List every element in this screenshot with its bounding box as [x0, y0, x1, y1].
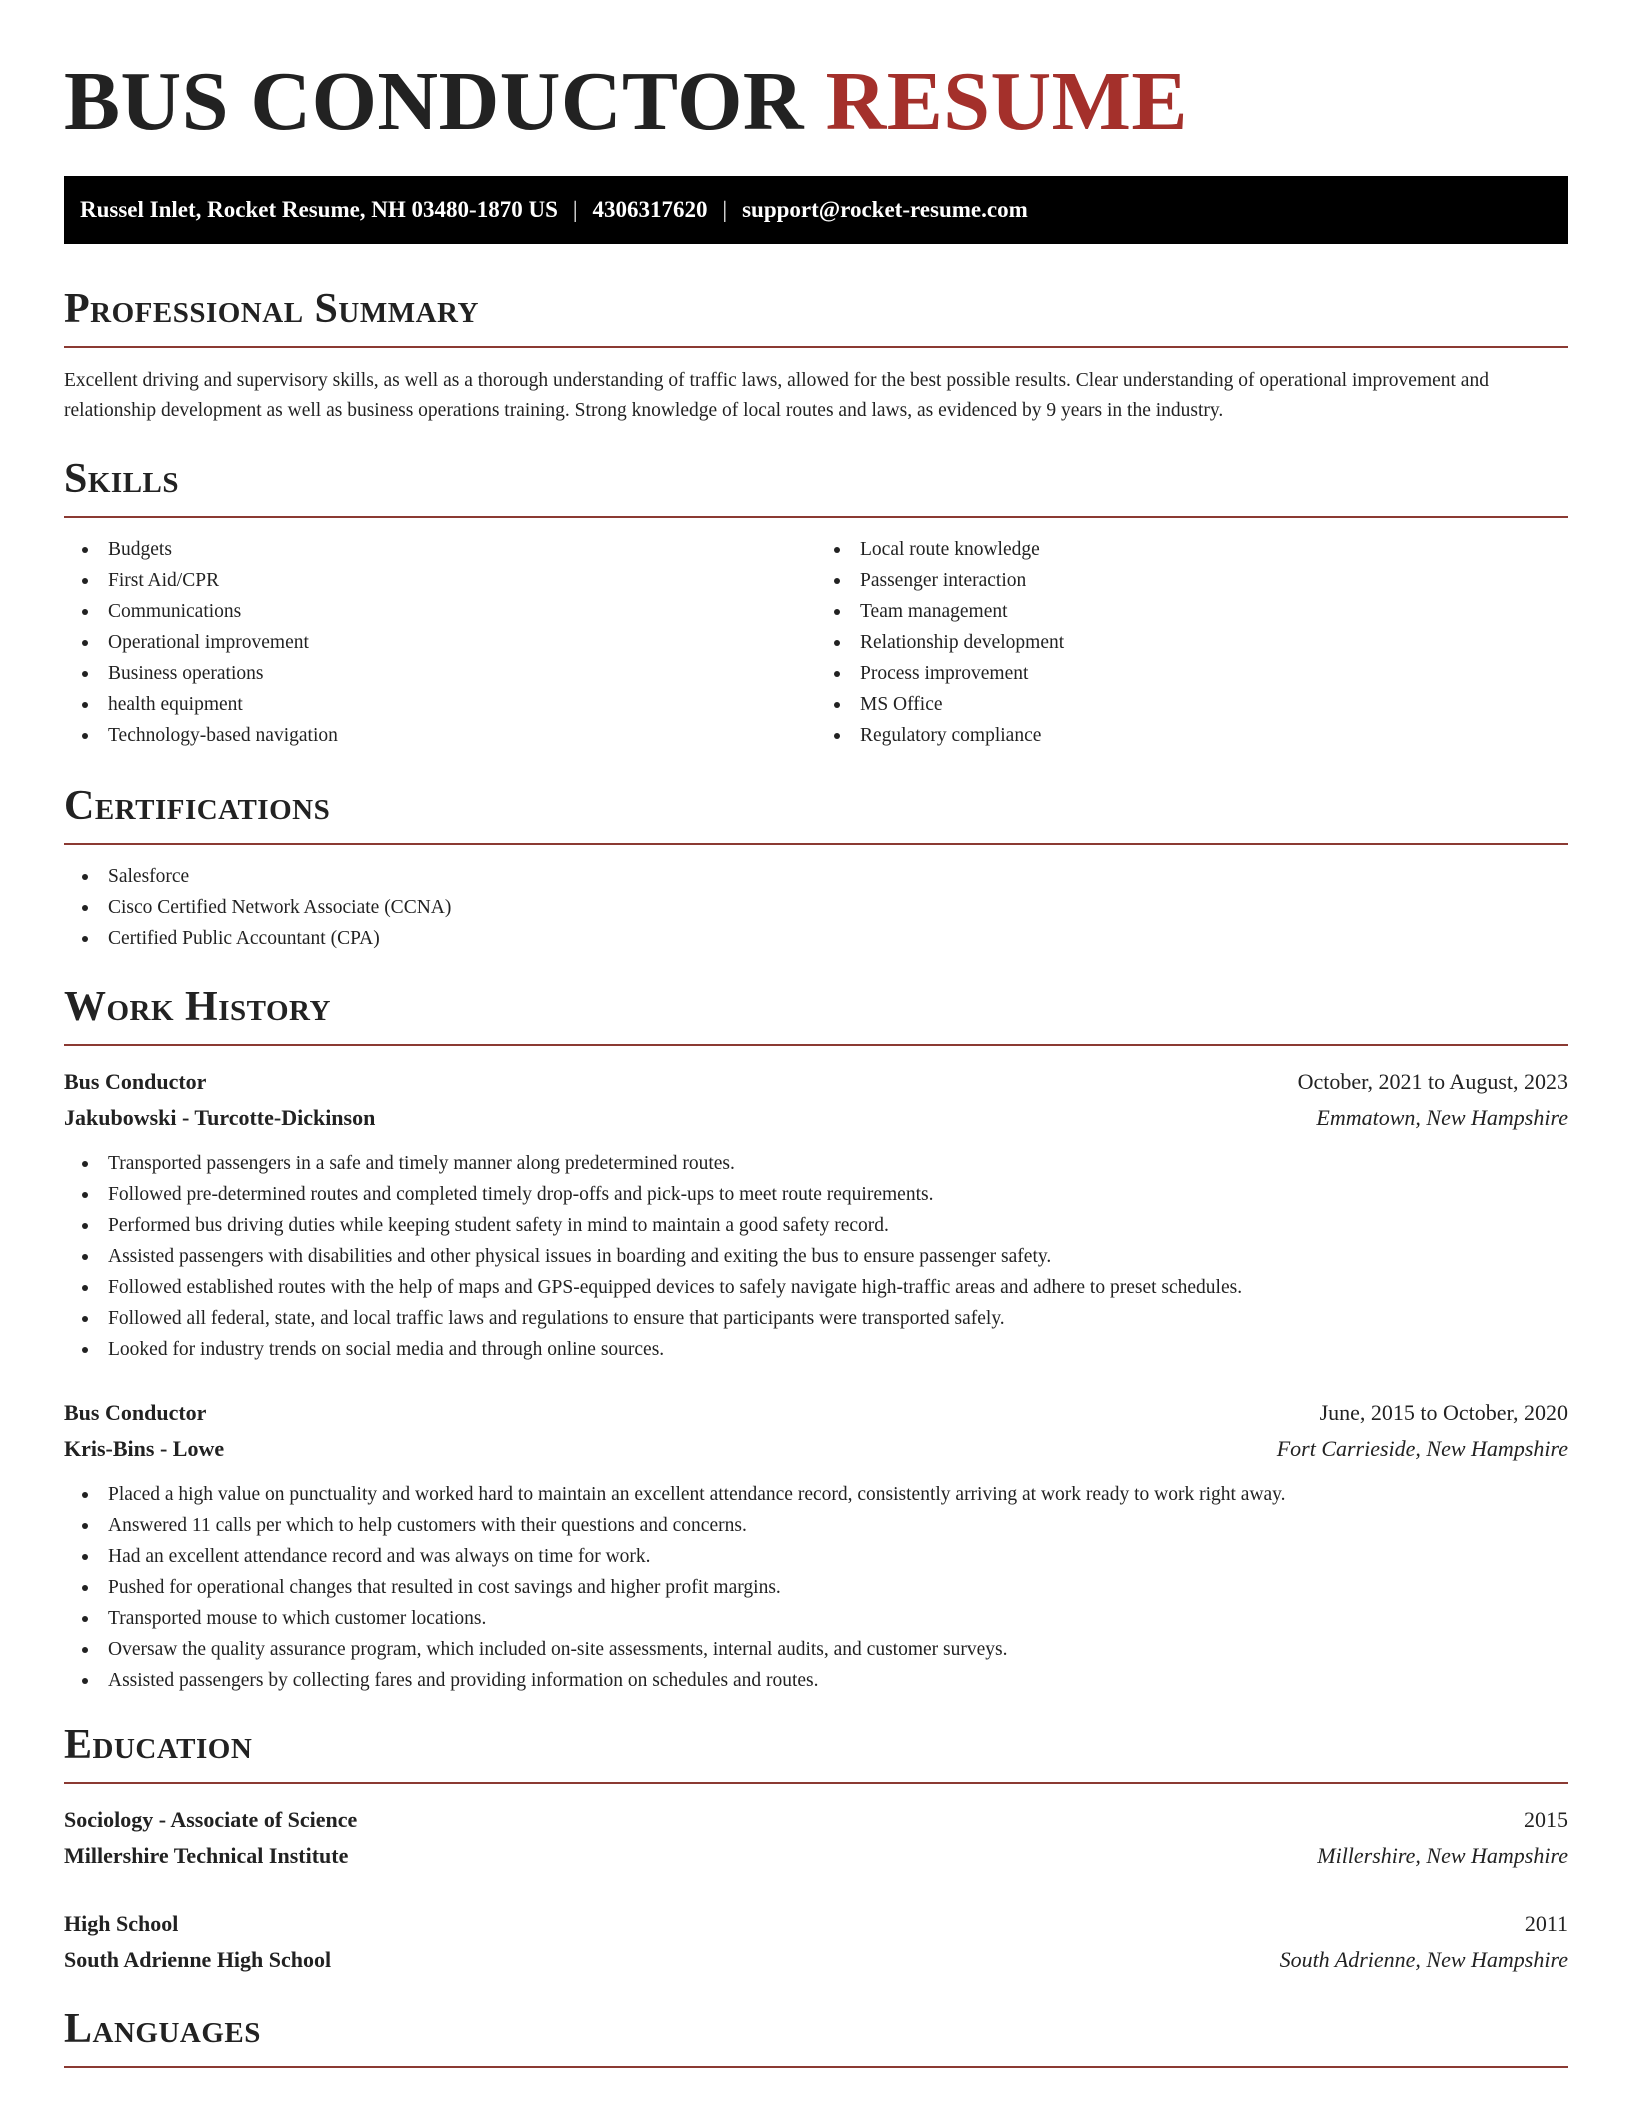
job-duties	[64, 1148, 1568, 1365]
job-location: Emmatown, New Hampshire	[1316, 1105, 1568, 1130]
skill-item: health equipment	[64, 689, 816, 720]
job-entry	[64, 1064, 1568, 1365]
job-duty: Performed bus driving duties while keeping student safety in mind to maintain a good safety record.	[64, 1210, 1568, 1241]
languages-section	[64, 2004, 1568, 2068]
job-location: Fort Carrieside, New Hampshire	[1276, 1436, 1568, 1461]
work-history-section	[64, 982, 1568, 1696]
job-title: Bus Conductor	[64, 1069, 207, 1094]
job-title: Bus Conductor	[64, 1400, 207, 1425]
work-history-heading: Work History	[64, 984, 331, 1030]
job-duty: Followed established routes with the help of maps and GPS-equipped devices to safely navigate high-traffic areas and adhere to preset schedules.	[64, 1272, 1568, 1303]
section-divider	[64, 346, 1568, 348]
education-section	[64, 1720, 1568, 1978]
skills-section	[64, 454, 1568, 751]
job-company: Jakubowski - Turcotte-Dickinson	[64, 1105, 376, 1130]
skills-list-right	[816, 534, 1568, 751]
skill-item: Relationship development	[816, 627, 1568, 658]
job-header-row	[64, 1064, 1568, 1100]
job-duty: Answered 11 calls per which to help customers with their questions and concerns.	[64, 1510, 1568, 1541]
contact-phone[interactable]: 4306317620	[592, 197, 708, 222]
education-school: South Adrienne High School	[64, 1947, 332, 1972]
job-company-row	[64, 1431, 1568, 1467]
job-entry	[64, 1395, 1568, 1696]
job-duty: Assisted passengers with disabilities and other physical issues in boarding and exiting the bus to ensure passenger safety.	[64, 1241, 1568, 1272]
skill-item: Operational improvement	[64, 627, 816, 658]
job-duty: Transported mouse to which customer locations.	[64, 1603, 1568, 1634]
education-degree: High School	[64, 1911, 179, 1936]
education-entry	[64, 1802, 1568, 1874]
skill-item: Technology-based navigation	[64, 720, 816, 751]
job-duty: Followed all federal, state, and local traffic laws and regulations to ensure that participants were transported safely.	[64, 1303, 1568, 1334]
contact-email[interactable]: support@rocket-resume.com	[742, 197, 1028, 222]
education-school-row	[64, 1838, 1568, 1874]
title-accent: RESUME	[825, 55, 1188, 148]
education-location: South Adrienne, New Hampshire	[1279, 1947, 1568, 1972]
education-year: 2015	[1524, 1807, 1568, 1832]
job-duty: Placed a high value on punctuality and worked hard to maintain an excellent attendance record, consistently arriving at work ready to work right away.	[64, 1479, 1568, 1510]
skill-item: Passenger interaction	[816, 565, 1568, 596]
skill-item: Business operations	[64, 658, 816, 689]
skill-item: Communications	[64, 596, 816, 627]
job-duty: Assisted passengers by collecting fares and providing information on schedules and routes.	[64, 1665, 1568, 1696]
job-header-row	[64, 1395, 1568, 1431]
skill-item: Budgets	[64, 534, 816, 565]
page-title	[64, 0, 1568, 152]
summary-heading: Professional Summary	[64, 286, 479, 332]
certifications-heading: Certifications	[64, 783, 331, 829]
job-duty: Followed pre-determined routes and completed timely drop-offs and pick-ups to meet route requirements.	[64, 1179, 1568, 1210]
skill-item: First Aid/CPR	[64, 565, 816, 596]
contact-address: Russel Inlet, Rocket Resume, NH 03480-1870 US	[80, 197, 558, 222]
certification-item: Cisco Certified Network Associate (CCNA)	[64, 892, 1568, 923]
contact-bar	[64, 176, 1568, 244]
section-divider	[64, 2066, 1568, 2068]
skill-item: MS Office	[816, 689, 1568, 720]
education-degree: Sociology - Associate of Science	[64, 1807, 358, 1832]
education-location: Millershire, New Hampshire	[1317, 1843, 1568, 1868]
education-school-row	[64, 1942, 1568, 1978]
education-entry	[64, 1906, 1568, 1978]
skill-item: Regulatory compliance	[816, 720, 1568, 751]
education-year: 2011	[1524, 1911, 1568, 1936]
skills-list-left	[64, 534, 816, 751]
education-degree-row	[64, 1802, 1568, 1838]
summary-section	[64, 284, 1568, 426]
contact-separator: |	[572, 197, 578, 222]
job-company: Kris-Bins - Lowe	[64, 1436, 225, 1461]
title-main: BUS CONDUCTOR	[64, 55, 805, 148]
job-duty: Oversaw the quality assurance program, which included on-site assessments, internal audits, and customer surveys.	[64, 1634, 1568, 1665]
summary-text: Excellent driving and supervisory skills, as well as a thorough understanding of traffic laws, allowed for the best possible results. Clear understanding of operational improvement and relationship development as well as business operations training. Strong knowledge of local routes and laws, as evidenced by 9 years in the industry.	[64, 370, 1489, 421]
section-divider	[64, 1044, 1568, 1046]
job-dates: June, 2015 to October, 2020	[1319, 1400, 1568, 1425]
certification-item: Certified Public Accountant (CPA)	[64, 923, 1568, 954]
education-school: Millershire Technical Institute	[64, 1843, 349, 1868]
languages-heading: Languages	[64, 2006, 261, 2052]
job-dates: October, 2021 to August, 2023	[1297, 1069, 1568, 1094]
section-divider	[64, 516, 1568, 518]
education-heading: Education	[64, 1722, 253, 1768]
job-duty: Looked for industry trends on social media and through online sources.	[64, 1334, 1568, 1365]
job-duties	[64, 1479, 1568, 1696]
skill-item: Local route knowledge	[816, 534, 1568, 565]
certifications-list	[64, 861, 1568, 954]
skills-grid	[64, 534, 1568, 751]
skill-item: Process improvement	[816, 658, 1568, 689]
job-company-row	[64, 1100, 1568, 1136]
certification-item: Salesforce	[64, 861, 1568, 892]
section-divider	[64, 843, 1568, 845]
job-duty: Transported passengers in a safe and timely manner along predetermined routes.	[64, 1148, 1568, 1179]
education-degree-row	[64, 1906, 1568, 1942]
skill-item: Team management	[816, 596, 1568, 627]
job-duty: Pushed for operational changes that resulted in cost savings and higher profit margins.	[64, 1572, 1568, 1603]
job-duty: Had an excellent attendance record and was always on time for work.	[64, 1541, 1568, 1572]
certifications-section	[64, 781, 1568, 954]
contact-separator: |	[722, 197, 728, 222]
section-divider	[64, 1782, 1568, 1784]
skills-heading: Skills	[64, 456, 180, 502]
